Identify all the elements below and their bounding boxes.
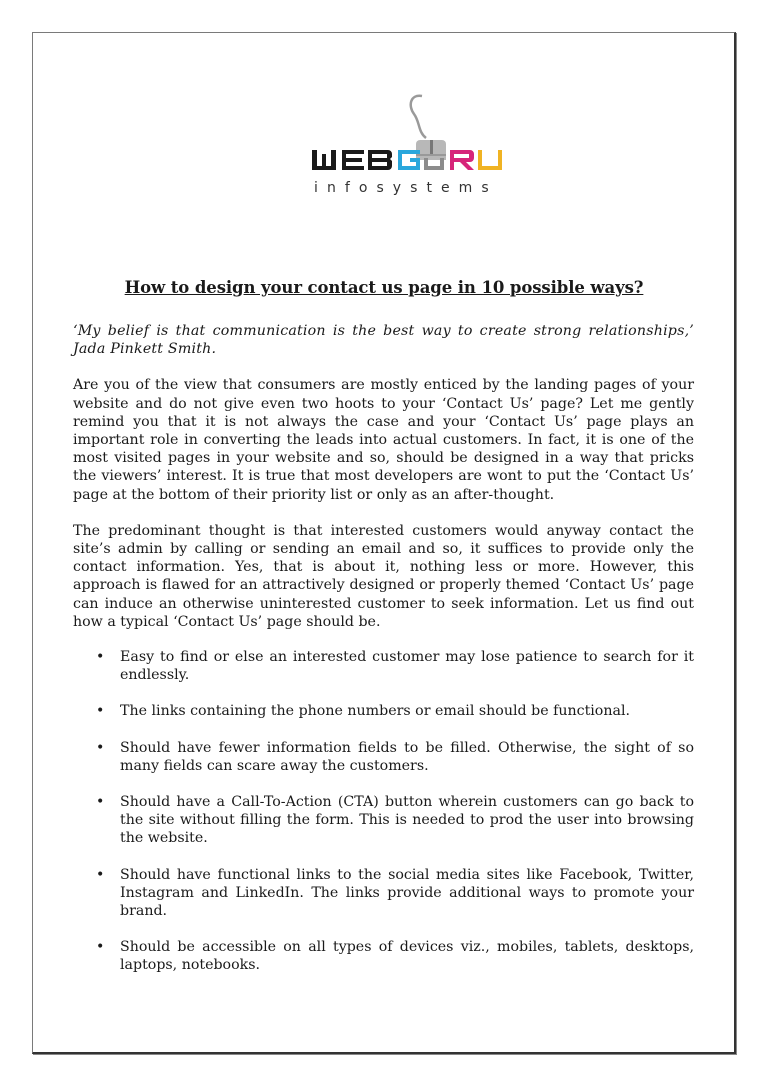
list-item: [73, 866, 694, 921]
logo-u2-letter: [478, 150, 502, 170]
paragraph-intro: Are you of the view that consumers are mostly enticed by the landing pages of your website and do not give even two hoots to your ‘Contact Us’ page? Let me gently remind you that it is not always the case and your ‘Contact Us’ page plays an important role in converting the leads into actual customers. In fact, it is one of the most visited pages in your website and so, should be designed in a way that pricks the viewers’ interest. It is true that most developers are wont to put the ‘Contact Us’ page at the bottom of their priority list or only as an after-thought.: [73, 377, 694, 503]
paragraph-predominant-thought: The predominant thought is that interested customers would anyway contact the site’s admin by calling or sending an email and so, it suffices to provide only the contact information. Yes, that is about it, nothing less or more. However, this approach is flawed for an attractively designed or properly themed ‘Contact Us’ page can induce an otherwise uninterested customer to seek information. Let us find out how a typical ‘Contact Us’ page should be.: [73, 522, 694, 630]
list-item: [73, 702, 694, 720]
opening-quote: ‘My belief is that communication is the best way to create strong relationships,’ Jada Pinkett Smith.: [73, 323, 694, 358]
webguru-logo: [310, 92, 522, 200]
bullet-icon: •: [96, 794, 105, 811]
list-item-text: Should be accessible on all types of devices viz., mobiles, tablets, desktops, laptops, notebooks.: [120, 939, 694, 974]
list-item-text: Easy to find or else an interested customer may lose patience to search for it endlessly.: [120, 649, 694, 684]
logo-tagline: i n f o s y s t e m s: [314, 180, 491, 196]
list-item: [73, 793, 694, 848]
logo-r-letter: [450, 150, 474, 170]
logo-g-letter: [398, 150, 420, 170]
document-title: How to design your contact us page in 10 possible ways?: [124, 278, 644, 297]
logo-web-letters: [312, 150, 392, 170]
document-body: [73, 322, 694, 993]
list-item: [73, 739, 694, 775]
bullet-icon: •: [96, 649, 105, 666]
contact-page-tips-list: [73, 648, 694, 975]
mouse-cable-icon: [411, 96, 426, 138]
logo-graphic: [310, 92, 522, 200]
bullet-icon: •: [96, 739, 105, 756]
bullet-icon: •: [96, 866, 105, 883]
mouse-icon: [416, 140, 446, 160]
bullet-icon: •: [96, 703, 105, 720]
list-item-text: Should have fewer information fields to be filled. Otherwise, the sight of so many fields can scare away the customers.: [120, 739, 694, 774]
list-item: [73, 648, 694, 684]
list-item-text: Should have functional links to the social media sites like Facebook, Twitter, Instagram and LinkedIn. The links provide additional ways to promote your brand.: [120, 866, 694, 920]
list-item: [73, 938, 694, 974]
list-item-text: Should have a Call-To-Action (CTA) button wherein customers can go back to the site without filling the form. This is needed to prod the user into browsing the website.: [120, 794, 694, 847]
bullet-icon: •: [96, 939, 105, 956]
list-item-text: The links containing the phone numbers or email should be functional.: [120, 703, 630, 720]
